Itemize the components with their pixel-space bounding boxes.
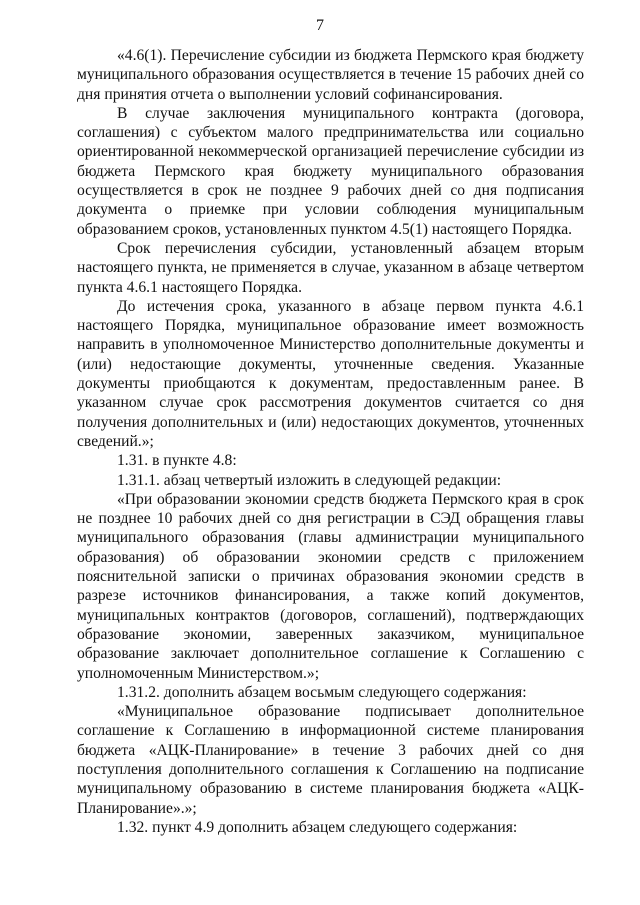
paragraph-savings: «При образовании экономии средств бюджета Пермского края в срок не позднее 10 рабочих дней со дня регистрации в СЭД обращения главы муниципального образования (главы администрации муниципального образования) об образовании экономии средств с приложением пояснительной записки о причинах образования экономии средств в разрезе источников финансирования, а также копий документов, муниципальных контрактов (договоров, соглашений), подтверждающих образование экономии, заверенных заказчиком, муниципальное образование заключает дополнительное соглашение к Соглашению с уполномоченным Министерством.»; — [77, 490, 584, 682]
paragraph-1-31: 1.31. в пункте 4.8: — [117, 452, 237, 470]
paragraph-1-31-1: 1.31.1. абзац четвертый изложить в следующей редакции: — [117, 471, 502, 489]
paragraph-contract-case: В случае заключения муниципального контракта (договора, соглашения) с субъектом малого предпринимательства или социально ориентированной некоммерческой организацией перечисление субсидии из бюджета Пермского края бюджету муниципального образования осуществляется в срок не позднее 9 рабочих дней со дня подписания документа о приемке при условии соблюдения муниципальным образованием сроков, установленных пунктом 4.5(1) настоящего Порядка. — [77, 104, 584, 238]
paragraph-transfer-term: Срок перечисления субсидии, установленный абзацем вторым настоящего пункта, не применяется в случае, указанном в абзаце четвертом пункта 4.6.1 настоящего Порядка. — [77, 239, 584, 296]
paragraph-1-31-2: 1.31.2. дополнить абзацем восьмым следующего содержания: — [117, 683, 527, 701]
paragraph-additional-documents: До истечения срока, указанного в абзаце первом пункта 4.6.1 настоящего Порядка, муниципальное образование имеет возможность направить в уполномоченное Министерство дополнительные документы и (или) недостающие документы, уточненные сведения. Указанные документы приобщаются к документам, предоставленным ранее. В указанном случае срок рассмотрения документов считается со дня получения дополнительных и (или) недостающих документов, уточненных сведений.»; — [77, 297, 584, 450]
paragraph-4-6-1: «4.6(1). Перечисление субсидии из бюджета Пермского края бюджету муниципального образования осуществляется в течение 15 рабочих дней со дня принятия отчета о выполнении условий софинансирования. — [77, 47, 584, 103]
paragraph-1-32: 1.32. пункт 4.9 дополнить абзацем следующего содержания: — [117, 818, 518, 836]
document-body — [77, 46, 584, 837]
paragraph-signing: «Муниципальное образование подписывает дополнительное соглашение к Соглашению в информационной системе планирования бюджета «АЦК-Планирование» в течение 3 рабочих дней со дня поступления дополнительного соглашения к Соглашению на подписание муниципальному образованию в системе планирования бюджета «АЦК-Планирование».»; — [77, 703, 584, 817]
page-number: 7 — [316, 17, 324, 34]
